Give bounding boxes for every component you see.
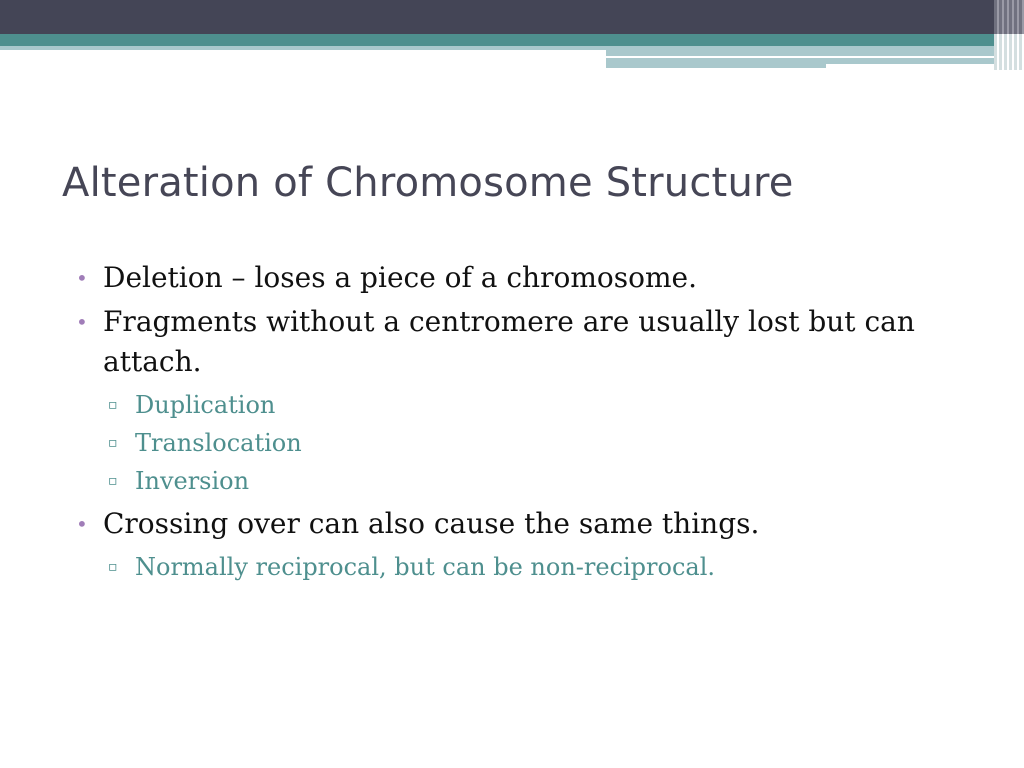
sub-bullet-item [74, 424, 974, 462]
header-band-light [606, 46, 996, 56]
bullet-item [74, 258, 974, 298]
sub-bullet-list [74, 548, 974, 586]
sub-bullet-text: Normally reciprocal, but can be non-reciprocal. [135, 553, 716, 581]
bullet-text: Deletion – loses a piece of a chromosome. [103, 261, 697, 294]
bullet-icon: • [76, 512, 88, 536]
sub-bullet-item [74, 548, 974, 586]
header-band-light [0, 46, 606, 50]
sub-bullet-icon: ▫ [108, 473, 118, 489]
sub-bullet-text: Duplication [135, 391, 276, 419]
bullet-item [74, 504, 974, 544]
bullet-item [74, 302, 974, 382]
bullet-icon: • [76, 310, 88, 334]
sub-bullet-list [74, 386, 974, 500]
sub-bullet-item [74, 386, 974, 424]
header-band-dark [0, 0, 1024, 34]
bullet-text: Fragments without a centromere are usually lost but can attach. [103, 305, 915, 378]
header-band-light [606, 64, 826, 68]
bullet-text: Crossing over can also cause the same things. [103, 507, 760, 540]
sub-bullet-icon: ▫ [108, 559, 118, 575]
sub-list-container [74, 548, 974, 586]
sub-bullet-text: Translocation [135, 429, 302, 457]
bullet-list [74, 258, 974, 590]
sub-bullet-icon: ▫ [108, 397, 118, 413]
sub-bullet-item [74, 462, 974, 500]
sub-bullet-text: Inversion [135, 467, 250, 495]
bullet-icon: • [76, 266, 88, 290]
sub-bullet-icon: ▫ [108, 435, 118, 451]
slide-title: Alteration of Chromosome Structure [62, 160, 794, 206]
sub-list-container [74, 386, 974, 500]
header-stripes-dark [994, 0, 1024, 34]
header-band-teal [0, 34, 1024, 46]
